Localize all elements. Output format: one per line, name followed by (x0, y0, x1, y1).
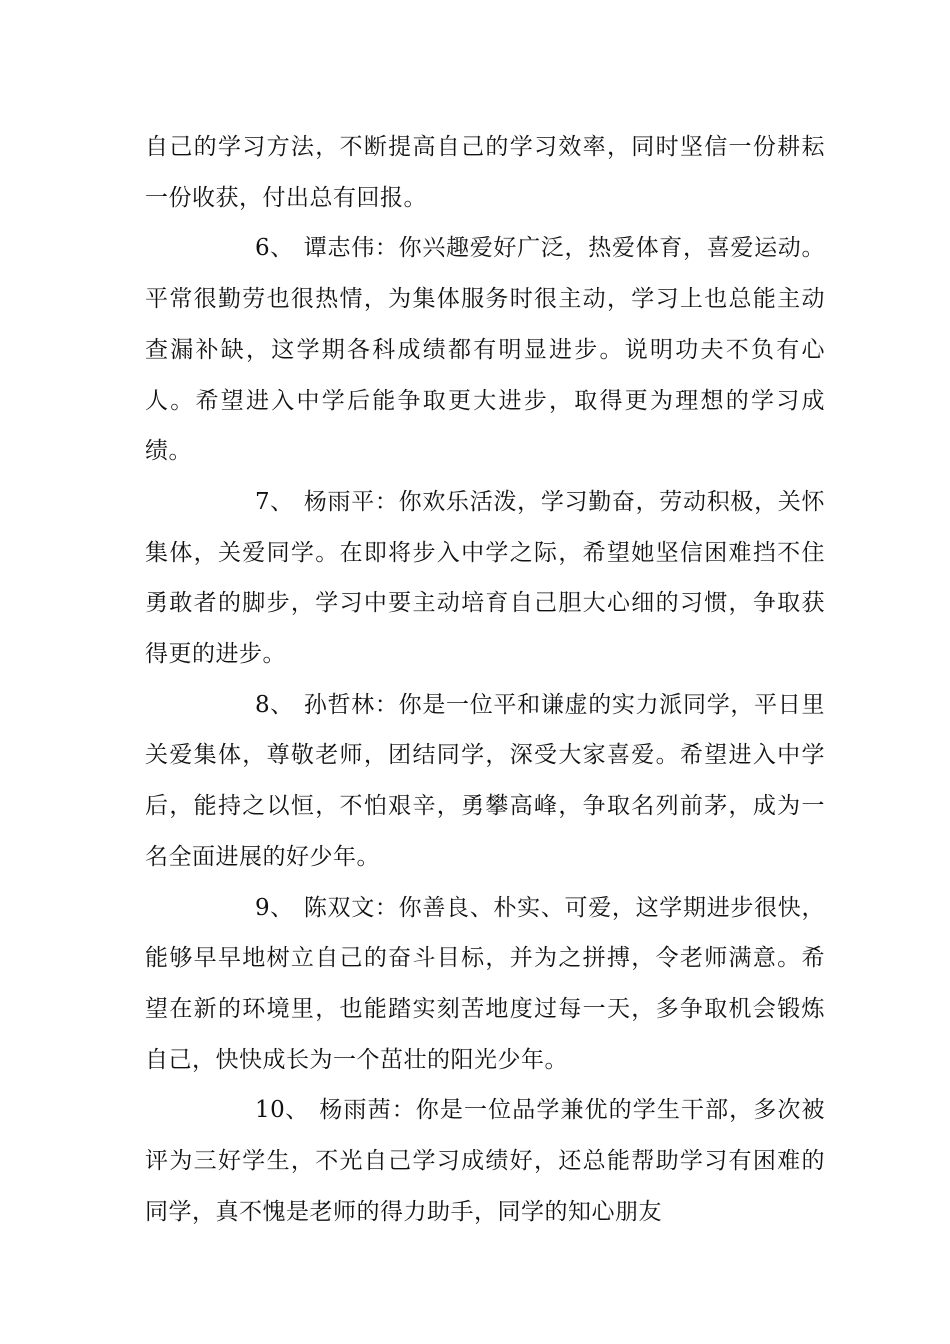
paragraph-continuation (145, 122, 825, 223)
item-number: 7、 (255, 488, 294, 515)
paragraph-item-10 (145, 1085, 825, 1237)
paragraph-item-9 (145, 883, 825, 1086)
paragraph-item-8 (145, 680, 825, 883)
paragraph-item-7 (145, 477, 825, 680)
paragraph-text: 孙哲林：你是一位平和谦虚的实力派同学，平日里关爱集体，尊敬老师，团结同学，深受大家喜爱。希望进入中学后，能持之以恒，不怕艰辛，勇攀高峰，争取名列前茅，成为一名全面进展的好少年。 (145, 691, 825, 870)
item-number: 9、 (255, 894, 294, 921)
paragraph-item-6 (145, 223, 825, 477)
item-number: 10、 (255, 1097, 309, 1124)
item-number: 6、 (255, 235, 294, 262)
paragraph-text: 杨雨茜：你是一位品学兼优的学生干部，多次被评为三好学生，不光自己学习成绩好，还总能帮助学习有困难的同学，真不愧是老师的得力助手，同学的知心朋友 (145, 1097, 825, 1225)
paragraph-text: 谭志伟：你兴趣爱好广泛，热爱体育，喜爱运动。平常很勤劳也很热情，为集体服务时很主动，学习上也总能主动查漏补缺，这学期各科成绩都有明显进步。说明功夫不负有心人。希望进入中学后能争取更大进步，取得更为理想的学习成绩。 (145, 235, 825, 465)
paragraph-text: 陈双文：你善良、朴实、可爱，这学期进步很快，能够早早地树立自己的奋斗目标，并为之拼搏，令老师满意。希望在新的环境里，也能踏实刻苦地度过每一天，多争取机会锻炼自己，快快成长为一个茁壮的阳光少年。 (145, 894, 825, 1073)
paragraph-text: 杨雨平：你欢乐活泼，学习勤奋，劳动积极，关怀集体，关爱同学。在即将步入中学之际，希望她坚信困难挡不住勇敢者的脚步，学习中要主动培育自己胆大心细的习惯，争取获得更的进步。 (145, 488, 825, 668)
item-number: 8、 (255, 691, 294, 718)
document-body (145, 122, 825, 1237)
paragraph-text: 自己的学习方法，不断提高自己的学习效率，同时坚信一份耕耘一份收获，付出总有回报。 (145, 134, 825, 211)
